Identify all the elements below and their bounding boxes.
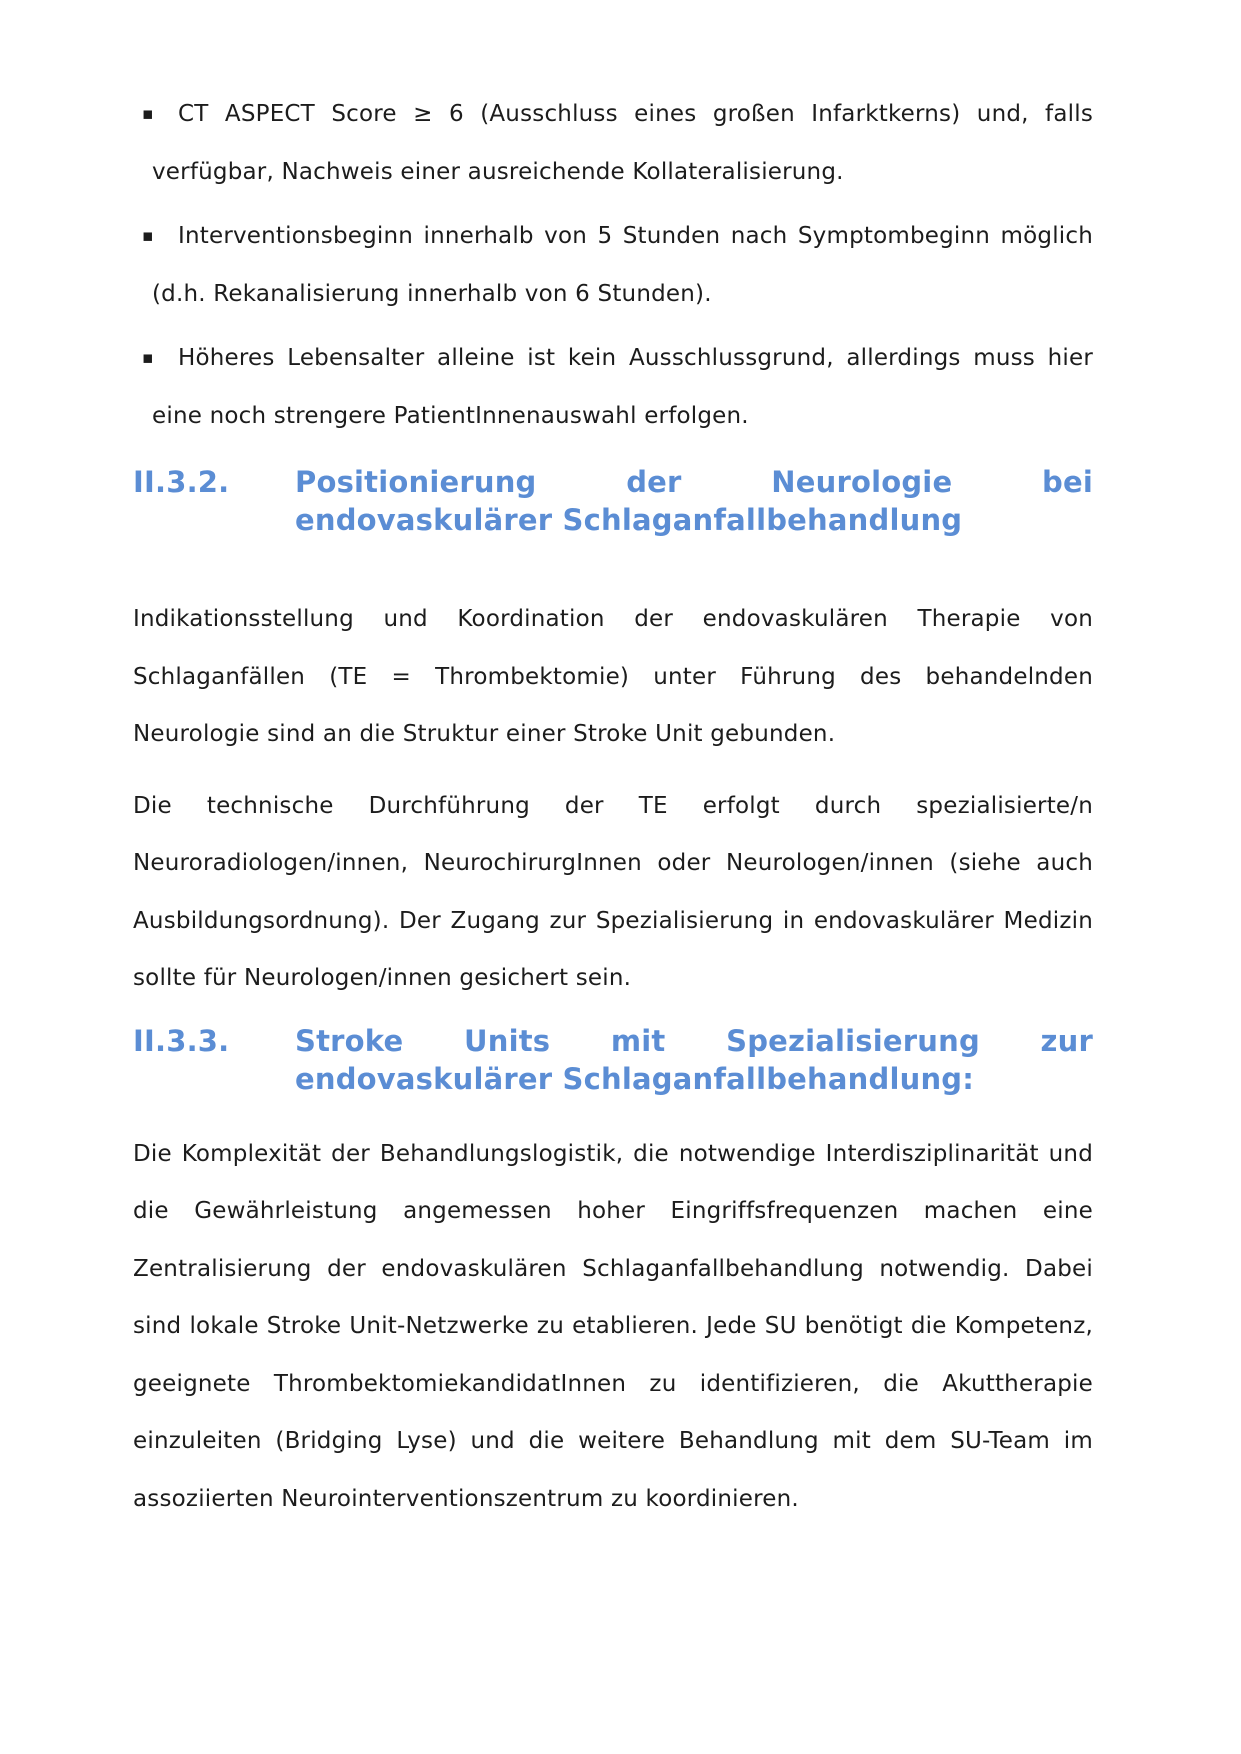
paragraph: Indikationsstellung und Koordination der endovaskulären Therapie von Schlaganfällen (TE = Thrombektomie) unter Führung des behandelnden Neurologie sind an die Struktur einer Stroke Unit gebunden. — [133, 606, 1093, 747]
square-bullet-icon: ▪ — [142, 104, 154, 124]
paragraph: Die Komplexität der Behandlungslogistik, die notwendige Interdisziplinarität und die Gewährleistung angemessen hoher Eingriffsfrequenzen machen eine Zentralisierung der endovaskulären Schlaganfallbehandlung notwendig. Dabei sind lokale Stroke Unit-Netzwerke zu etablieren. Jede SU benötigt die Kompetenz, geeignete ThrombektomiekandidatInnen zu identifizieren, die Akuttherapie einzuleiten (Bridging Lyse) und die weitere Behandlung mit dem SU-Team im assoziierten Neurointerventionszentrum zu koordinieren. — [133, 1140, 1093, 1512]
section-number: II.3.3. — [133, 1023, 230, 1058]
section-title: Stroke Units mit Spezialisierung zur endovaskulärer Schlaganfallbehandlung: — [295, 1023, 1093, 1096]
square-bullet-icon: ▪ — [142, 348, 154, 368]
list-item — [142, 86, 1093, 201]
list-item-text: Höheres Lebensalter alleine ist kein Ausschlussgrund, allerdings muss hier eine noch strengere PatientInnenauswahl erfolgen. — [152, 345, 1093, 429]
list-item-text: Interventionsbeginn innerhalb von 5 Stunden nach Symptombeginn möglich (d.h. Rekanalisierung innerhalb von 6 Stunden). — [152, 223, 1093, 307]
square-bullet-icon: ▪ — [142, 226, 154, 246]
paragraph: Die technische Durchführung der TE erfolgt durch spezialisierte/n Neuroradiologen/innen, NeurochirurgInnen oder Neurologen/innen (siehe auch Ausbildungsordnung). Der Zugang zur Spezialisierung in endovaskulärer Medizin sollte für Neurologen/innen gesichert sein. — [133, 792, 1093, 991]
section-number: II.3.2. — [133, 465, 230, 499]
section-title: Positionierung der Neurologie bei endovaskulärer Schlaganfallbehandlung — [295, 465, 1093, 537]
list-item — [142, 330, 1093, 445]
bullet-list — [133, 86, 1093, 445]
list-item-text: CT ASPECT Score ≥ 6 (Ausschluss eines großen Infarktkerns) und, falls verfügbar, Nachweis einer ausreichende Kollateralisierung. — [152, 101, 1093, 185]
list-item — [142, 208, 1093, 323]
section-heading — [133, 1022, 1093, 1098]
section-heading — [133, 463, 1093, 539]
